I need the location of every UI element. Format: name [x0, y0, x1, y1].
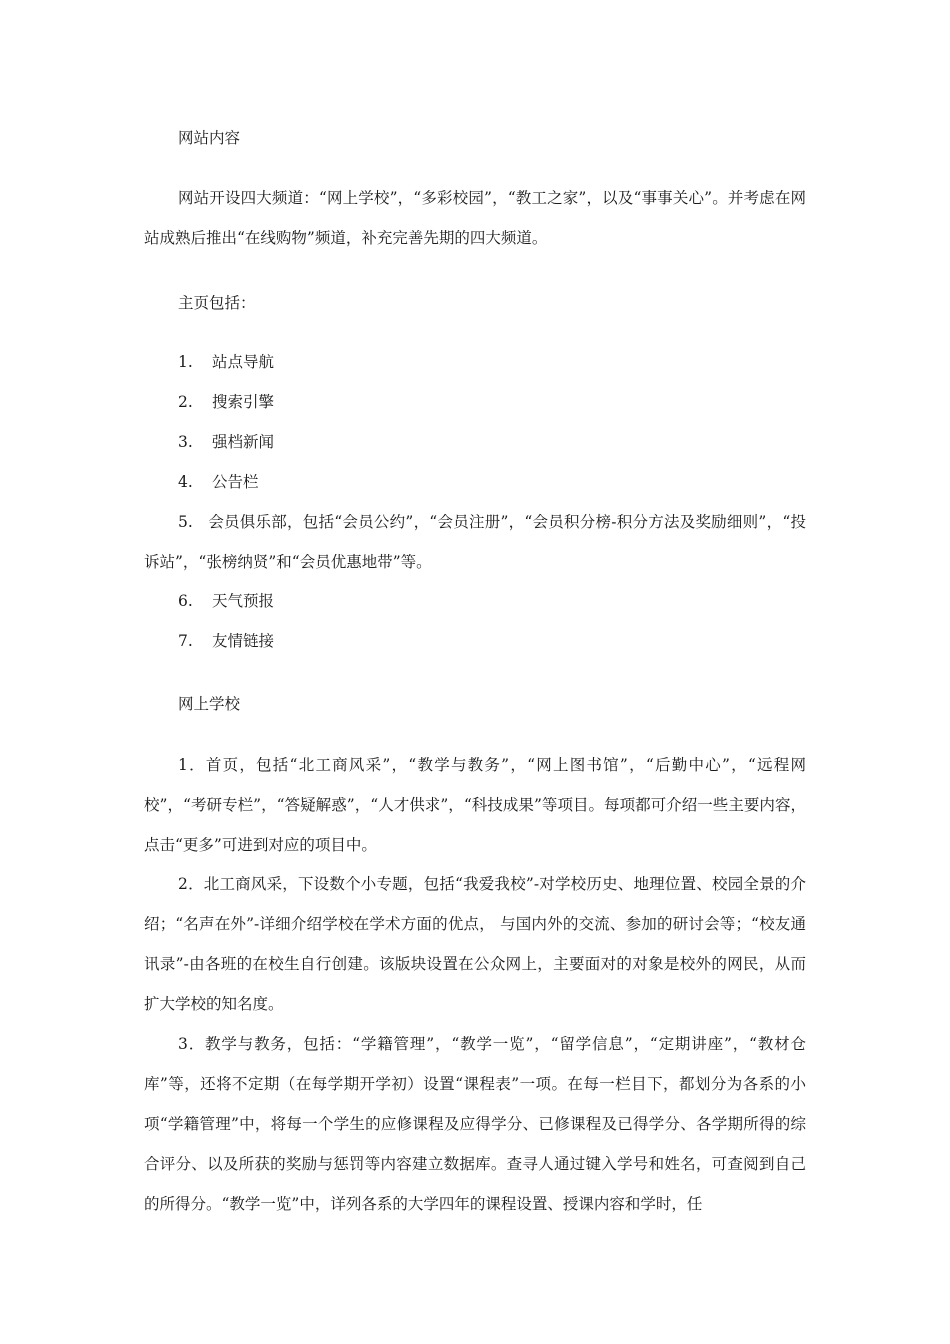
- homepage-label: 主页包括：: [178, 294, 256, 312]
- school-paragraph-1: 1．首页，包括“北工商风采”，“教学与教务”，“网上图书馆”，“后勤中心”，“远程网校”，“考研专栏”，“答疑解惑”，“人才供求”，“科技成果”等项目。每项都可介绍一些主要内容，点击“更多”可进到对应的项目中。: [144, 756, 806, 854]
- school-paragraph-3: 3．教学与教务，包括：“学籍管理”，“教学一览”，“留学信息”，“定期讲座”，“教材仓库”等，还将不定期（在每学期开学初）设置“课程表”一项。在每一栏目下，都划分为各系的小项“学籍管理”中，将每一个学生的应修课程及应得学分、已修课程及已得学分、各学期所得的综合评分、以及所获的奖励与惩罚等内容建立数据库。查寻人通过键入学号和姓名，可查阅到自己的所得分。“教学一览”中，详列各系的大学四年的课程设置、授课内容和学时，任: [144, 1035, 806, 1213]
- list-item-wrapped: 5. 会员俱乐部，包括“会员公约”，“会员注册”，“会员积分榜-积分方法及奖励细则”，“投诉站”，“张榜纳贤”和“会员优惠地带”等。: [144, 513, 806, 571]
- section-heading-content: 网站内容: [178, 129, 241, 147]
- list-item: 7. 友情链接: [178, 632, 275, 650]
- list-item: 1. 站点导航: [178, 353, 275, 371]
- homepage-list: [178, 342, 274, 502]
- list-item: 6. 天气预报: [178, 592, 275, 610]
- school-paragraph-2: 2．北工商风采，下设数个小专题，包括“我爱我校”-对学校历史、地理位置、校园全景的介绍；“名声在外”-详细介绍学校在学术方面的优点， 与国内外的交流、参加的研讨会等；“校友通讯录”-由各班的在校生自行创建。该版块设置在公众网上，主要面对的对象是校外的网民，从而扩大学校的知名度。: [144, 875, 806, 1013]
- list-item: 4. 公告栏: [178, 473, 259, 491]
- homepage-list-continued: [178, 581, 274, 661]
- list-item: 2. 搜索引擎: [178, 393, 275, 411]
- list-item: 3. 强档新闻: [178, 433, 275, 451]
- intro-paragraph: 网站开设四大频道：“网上学校”，“多彩校园”，“教工之家”，以及“事事关心”。并考虑在网站成熟后推出“在线购物”频道，补充完善先期的四大频道。: [144, 189, 806, 247]
- section-heading-school: 网上学校: [178, 695, 241, 713]
